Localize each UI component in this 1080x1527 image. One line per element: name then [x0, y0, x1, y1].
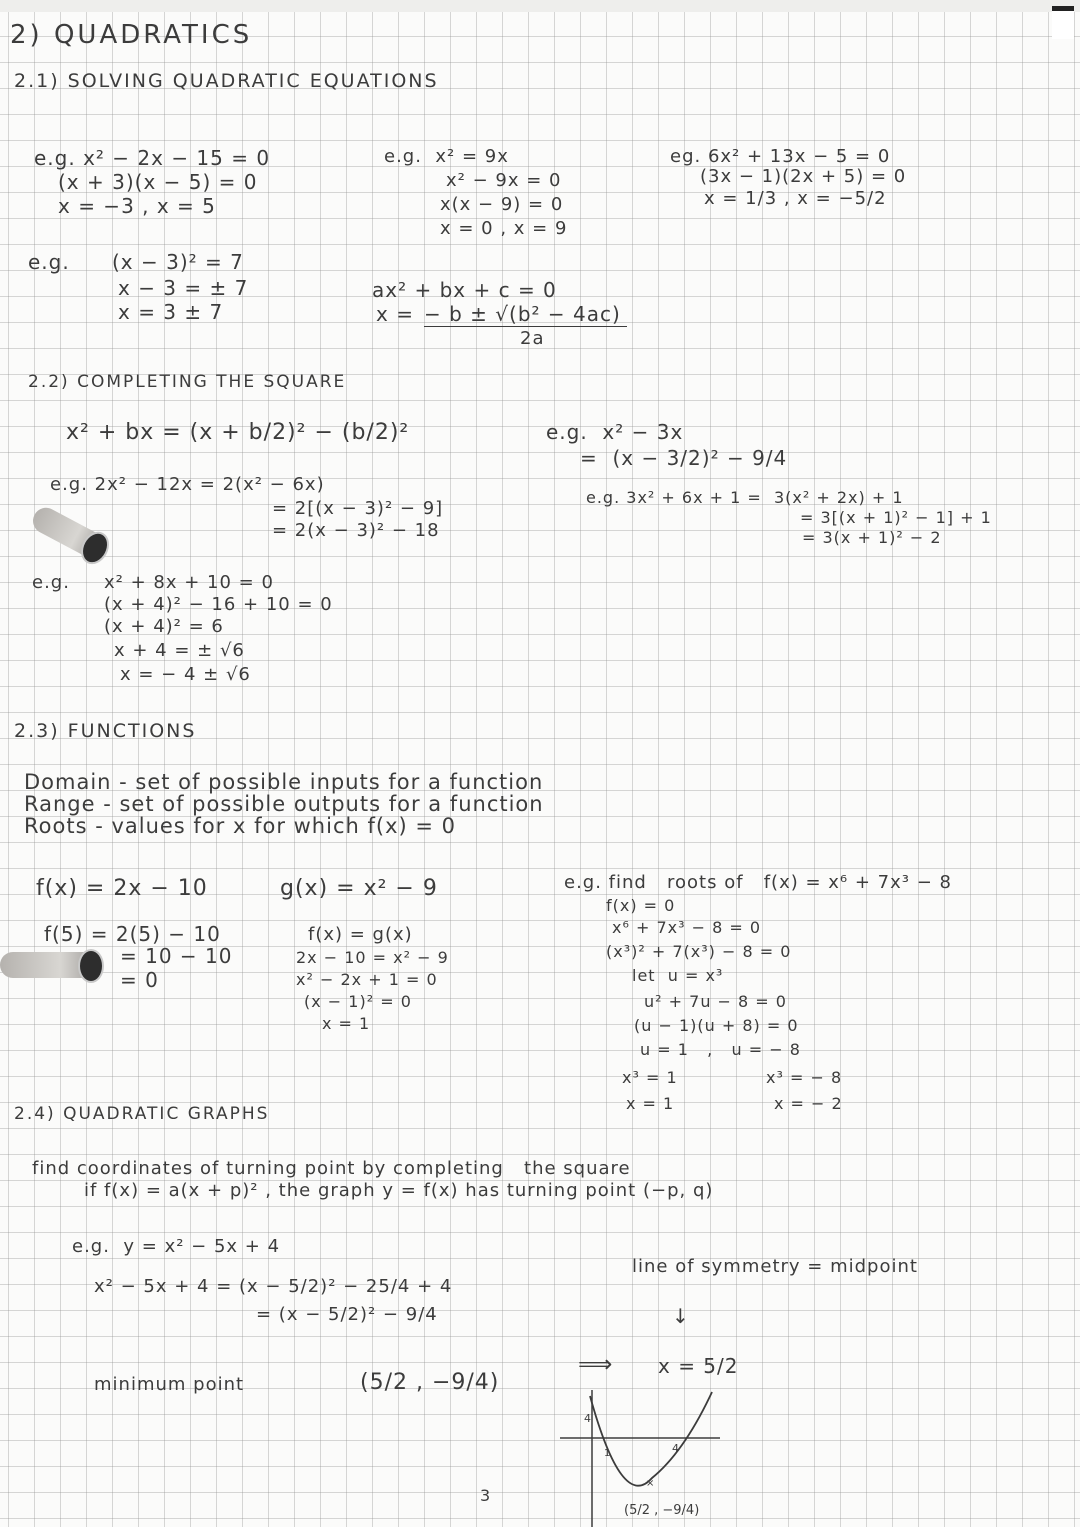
eg-label: e.g. [28, 250, 70, 274]
equation-line: (3x − 1)(2x + 5) = 0 [700, 166, 907, 187]
page-top-edge [0, 0, 1080, 12]
root-right-label: 4 [672, 1442, 679, 1455]
equation-line: x = − 2 [774, 1094, 843, 1113]
equation-line: = (x − 3/2)² − 9/4 [580, 446, 788, 470]
equation-line: f(x) = g(x) [308, 924, 413, 945]
equation-line: x(x − 9) = 0 [440, 194, 564, 215]
equation-line: (x + 4)² = 6 [104, 616, 224, 637]
section-heading-2-2: 2.2) COMPLETING THE SQUARE [28, 372, 347, 392]
formula-lhs: x = [376, 302, 414, 326]
equation-line: e.g. x² − 2x − 15 = 0 [34, 146, 271, 170]
equation-line: x² − 5x + 4 = (x − 5/2)² − 25/4 + 4 [94, 1276, 453, 1297]
definition-domain: Domain - set of possible inputs for a function [24, 770, 544, 794]
equation-line: x = 1 [626, 1094, 675, 1113]
equation-line: f(5) = 2(5) − 10 [44, 922, 221, 946]
equation-line: x³ = − 8 [766, 1068, 843, 1087]
equation-line: = (x − 5/2)² − 9/4 [256, 1304, 438, 1325]
parabola-sketch [560, 1390, 730, 1527]
formula-numerator: − b ± √(b² − 4ac) [424, 302, 627, 327]
definition-range: Range - set of possible outputs for a function [24, 792, 544, 816]
page-corner-tab [1052, 6, 1074, 39]
binder-ring-1 [28, 503, 109, 563]
equation-line: = 3[(x + 1)² − 1] + 1 [800, 508, 992, 527]
equation-line: e.g. y = x² − 5x + 4 [72, 1236, 281, 1257]
equation-line: = 2(x − 3)² − 18 [272, 520, 440, 541]
minimum-point-value: (5/2 , −9/4) [360, 1370, 500, 1395]
equation-line: (u − 1)(u + 8) = 0 [634, 1016, 799, 1035]
vertex-label: (5/2 , −9/4) [624, 1503, 700, 1518]
equation-line: e.g. 2x² − 12x = 2(x² − 6x) [50, 474, 325, 495]
root-left-label: 1 [604, 1448, 611, 1459]
equation-line: 2x − 10 = x² − 9 [296, 948, 449, 967]
equation-line: x² − 2x + 1 = 0 [296, 970, 438, 989]
equation-line: e.g. x² − 3x [546, 420, 684, 444]
equation-line: x⁶ + 7x³ − 8 = 0 [612, 918, 762, 937]
page-number: 3 [480, 1486, 492, 1505]
equation-line: e.g. x² = 9x [384, 146, 509, 167]
note-line: if f(x) = a(x + p)² , the graph y = f(x) has turning point (−p, q) [84, 1180, 714, 1201]
equation-line: (x³)² + 7(x³) − 8 = 0 [606, 942, 792, 961]
equation-line: x = 1 [322, 1014, 371, 1033]
vertex-mark: × [646, 1478, 655, 1489]
equation-line: f(x) = 2x − 10 [36, 876, 208, 901]
equation-line: e.g. 3x² + 6x + 1 = 3(x² + 2x) + 1 [586, 488, 904, 507]
equation-line: g(x) = x² − 9 [280, 876, 438, 901]
equation-line: x + 4 = ± √6 [114, 640, 245, 661]
minimum-point-label: minimum point [94, 1374, 245, 1395]
equation-line: x − 3 = ± 7 [118, 276, 249, 300]
page-title: 2) QUADRATICS [10, 20, 253, 50]
equation-line: u = 1 , u = − 8 [640, 1040, 801, 1059]
equation-line: (x − 3)² = 7 [112, 250, 244, 274]
equation-line: x = 1/3 , x = −5/2 [704, 188, 887, 209]
equation-line: = 3(x + 1)² − 2 [802, 528, 942, 547]
equation-line: = 10 − 10 [120, 944, 233, 968]
equation-line: (x + 4)² − 16 + 10 = 0 [104, 594, 333, 615]
equation-line: x = −3 , x = 5 [58, 194, 216, 218]
section-heading-2-3: 2.3) FUNCTIONS [14, 720, 197, 742]
equation-line: = 0 [120, 968, 159, 992]
definition-roots: Roots - values for x for which f(x) = 0 [24, 814, 456, 838]
implies-arrow-icon: ⟹ [578, 1350, 614, 1378]
section-heading-2-4: 2.4) QUADRATIC GRAPHS [14, 1104, 270, 1124]
equation-line: (x − 1)² = 0 [304, 992, 412, 1011]
symmetry-result: x = 5/2 [658, 1354, 739, 1378]
equation-line: x³ = 1 [622, 1068, 678, 1087]
equation-line: = 2[(x − 3)² − 9] [272, 498, 444, 519]
formula-denominator: 2a [520, 328, 545, 349]
equation-line: u² + 7u − 8 = 0 [644, 992, 787, 1011]
general-form: ax² + bx + c = 0 [372, 278, 557, 302]
note-line: find coordinates of turning point by completing the square [32, 1158, 631, 1179]
section-heading-2-1: 2.1) SOLVING QUADRATIC EQUATIONS [14, 70, 439, 92]
binder-ring-2 [0, 952, 100, 978]
down-arrow-icon: ↓ [672, 1304, 690, 1328]
eg-label: e.g. [32, 572, 70, 593]
y-intercept-label: 4 [584, 1412, 591, 1425]
equation-line: x = − 4 ± √6 [120, 664, 251, 685]
equation-line: x² − 9x = 0 [446, 170, 562, 191]
equation-line: x = 3 ± 7 [118, 300, 224, 324]
equation-line: (x + 3)(x − 5) = 0 [58, 170, 258, 194]
equation-line: f(x) = 0 [606, 896, 676, 915]
completing-square-identity: x² + bx = (x + b/2)² − (b/2)² [66, 420, 410, 445]
equation-line: x = 0 , x = 9 [440, 218, 568, 239]
symmetry-label: line of symmetry = midpoint [632, 1256, 918, 1277]
equation-line: eg. 6x² + 13x − 5 = 0 [670, 146, 891, 167]
equation-line: let u = x³ [632, 966, 724, 985]
equation-line: e.g. find roots of f(x) = x⁶ + 7x³ − 8 [564, 872, 952, 893]
equation-line: x² + 8x + 10 = 0 [104, 572, 274, 593]
